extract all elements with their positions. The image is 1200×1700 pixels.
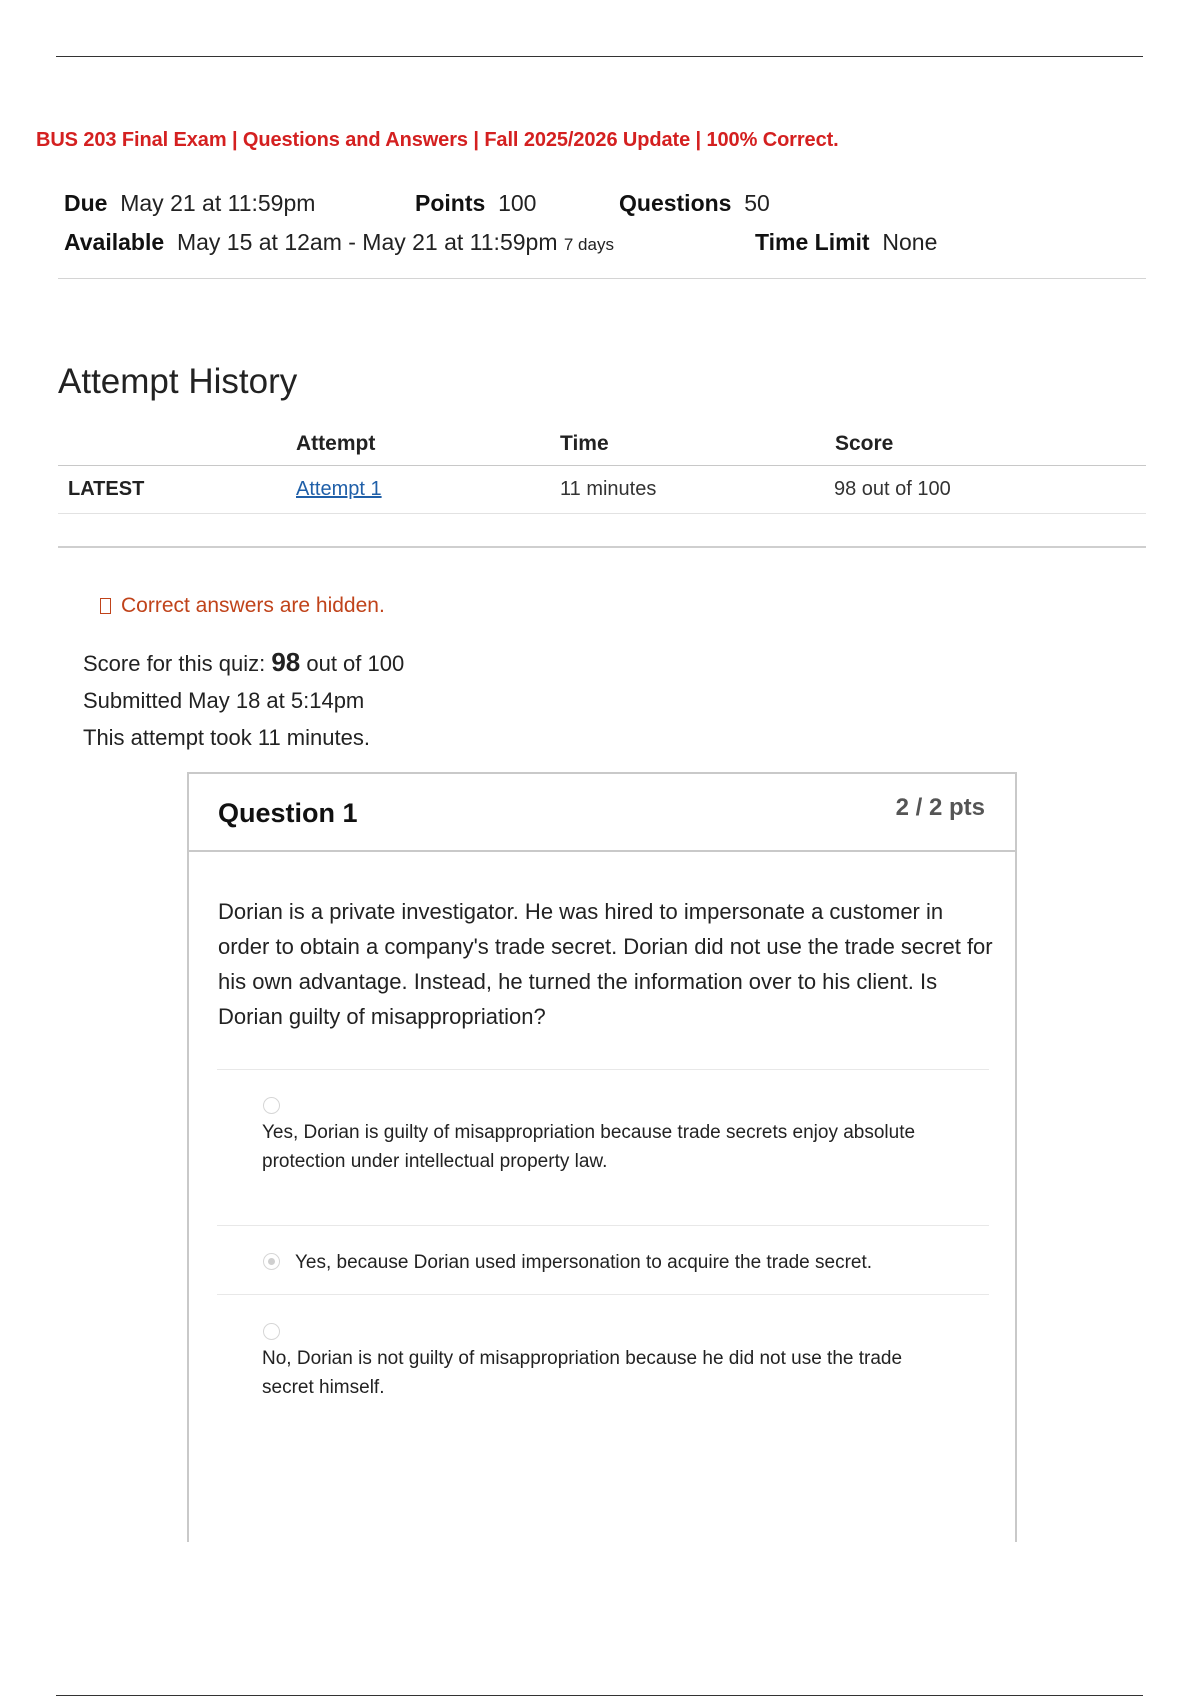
question-text: Dorian is a private investigator. He was hired to impersonate a customer in order to obtain a company's trade secret. Dorian did not use the trade secret for his own advantage. Instead, he turned the information over to his client. Is Dorian guilty of misappropriation? (218, 899, 993, 1029)
row-time: 11 minutes (560, 478, 657, 500)
bottom-divider (56, 1695, 1143, 1696)
questions-label: Questions (619, 190, 732, 216)
answer-2-radio[interactable] (263, 1253, 280, 1270)
answer-3-radio[interactable] (263, 1323, 280, 1340)
time-limit-label: Time Limit (755, 229, 870, 255)
quiz-score (83, 647, 404, 678)
meta-divider (58, 278, 1146, 279)
available-label: Available (64, 229, 165, 255)
submitted-time: Submitted May 18 at 5:14pm (83, 688, 365, 713)
points-value: 100 (498, 190, 537, 216)
column-header-score: Score (835, 432, 894, 455)
answer-2-text: Yes, because Dorian used impersonation to acquire the trade secret. (295, 1252, 873, 1273)
row-divider (58, 513, 1146, 514)
attempt-duration: This attempt took 11 minutes. (83, 725, 370, 750)
answer-divider (217, 1294, 989, 1295)
points-label: Points (415, 190, 486, 216)
attempt-1-link[interactable]: Attempt 1 (296, 478, 382, 500)
answer-1-radio[interactable] (263, 1097, 280, 1114)
row-score: 98 out of 100 (834, 478, 951, 500)
due-value: May 21 at 11:59pm (120, 190, 316, 216)
questions-value: 50 (744, 190, 770, 216)
column-header-time: Time (560, 432, 609, 455)
answer-1-text: Yes, Dorian is guilty of misappropriation because trade secrets enjoy absolute protection under intellectual property law. (262, 1122, 916, 1172)
score-suffix: out of 100 (300, 651, 405, 676)
time-limit-value: None (882, 229, 938, 255)
correct-answers-hidden-notice (100, 594, 385, 618)
questions-field (619, 190, 770, 217)
question-points: 2 / 2 pts (895, 794, 985, 821)
document-title: BUS 203 Final Exam | Questions and Answers | Fall 2025/2026 Update | 100% Correct. (36, 129, 839, 151)
answer-divider (217, 1069, 989, 1070)
due-label: Due (64, 190, 108, 216)
header-divider (58, 465, 1146, 466)
row-latest-label: LATEST (68, 478, 145, 500)
answer-divider (217, 1225, 989, 1226)
available-field (64, 229, 614, 256)
attempt-history-title: Attempt History (58, 362, 298, 401)
table-end-divider (58, 546, 1146, 548)
available-value: May 15 at 12am - May 21 at 11:59pm (176, 229, 558, 255)
column-header-attempt: Attempt (296, 432, 376, 455)
question-card (187, 772, 1017, 1542)
top-divider (56, 56, 1143, 57)
time-limit-field (755, 229, 937, 256)
hidden-notice-text: Correct answers are hidden. (121, 594, 385, 617)
answer-3-text: No, Dorian is not guilty of misappropriation because he did not use the trade secret himself. (262, 1348, 903, 1398)
due-field (64, 190, 315, 217)
info-box-icon (100, 598, 111, 614)
question-title: Question 1 (218, 798, 358, 828)
available-duration: 7 days (563, 235, 614, 254)
score-prefix: Score for this quiz: (83, 651, 272, 676)
question-header (189, 774, 1015, 852)
score-value: 98 (271, 647, 301, 677)
points-field (415, 190, 536, 217)
